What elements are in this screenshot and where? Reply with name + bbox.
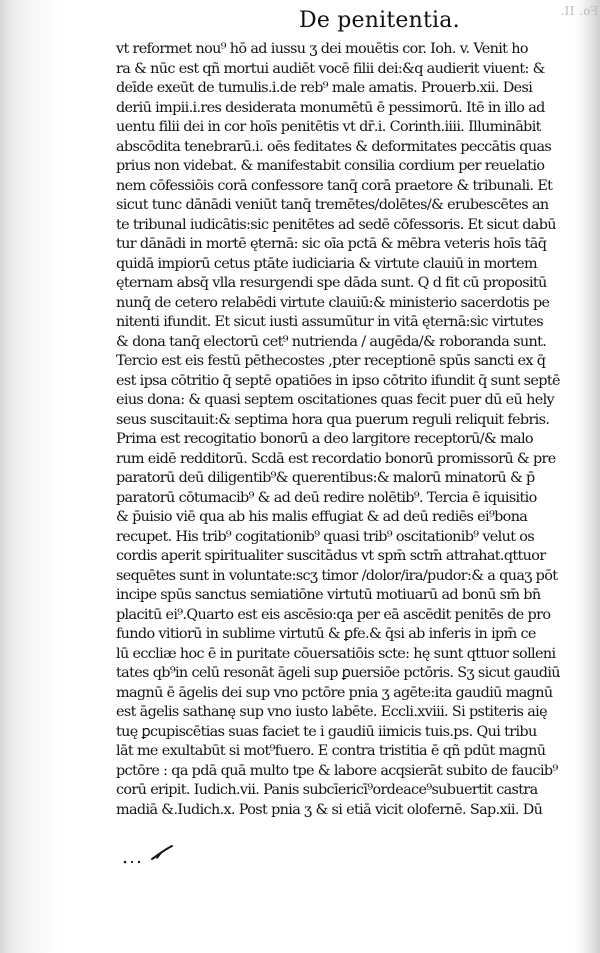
dot-mark xyxy=(124,861,127,864)
text-line: vt reformet nou⁹ hō ad iussu ʒ dei mouētis cor. Ioh. v. Venit ho xyxy=(116,41,528,57)
running-head: De penitentia. xyxy=(299,8,460,33)
text-line: paratorū cōtumacib⁹ & ad deū redire nolētib⁹. Tercia ē iquisitio xyxy=(116,489,537,506)
text-line: madiā &.Iudich.x. Post pnia ʒ & si etiā vicit olofernē. Sap.xii. Dū xyxy=(116,801,543,818)
ink-stroke-icon xyxy=(150,843,174,863)
text-line: magnū ē āgelis dei sup vno pctōre pnia ʒ agēte:ita gaudiū magnū xyxy=(116,684,553,701)
text-line: prius non videbat. & manifestabit consilia cordium per reuelatio xyxy=(116,158,545,174)
text-line: deriū impii.i.res desiderata monumētū ē pessimorū. Itē in illo ad xyxy=(116,99,545,116)
text-line: est āgelis sathanę sup vno iusto labēte. Eccli.xviii. Si pstiteris aię xyxy=(116,704,547,720)
ink-stroke-path xyxy=(152,846,172,859)
text-line: pctōre : qa pdā quā multo tpe & labore acqsierāt subito de faucib⁹ xyxy=(116,762,558,779)
text-line: sicut tunc dānādi veniūt tanq̄ tremētes/dolētes/& erubescētes an xyxy=(116,197,549,213)
text-line: abscōdita tenebrarū.i. oēs feditates & deformitates peccātis quas xyxy=(116,138,552,155)
text-line: paratorū deū diligentib⁹& querentibus:& malorū minatorū & p̄ xyxy=(116,470,535,486)
text-line: quidā impiorū cetus ptāte iudiciaria & virtute clauiū in mortem xyxy=(116,255,537,272)
bleed-through-dots-icon xyxy=(120,852,154,866)
text-line: tates qb⁹in celū resonāt āgeli sup ꝑuersiōe pctōris. Sʒ sicut gaudiū xyxy=(116,665,560,681)
text-line: lāt me exultabūt si mot⁹fuero. E contra tristitia ē qñ pdūt magnū xyxy=(116,743,546,759)
text-line: & dona tanq̄ electorū cet⁹ nutrienda / augēda/& roboranda sunt. xyxy=(116,333,547,350)
text-line: tur dānādi in mortē ęternā: sic oīa pctā & mēbra veteris hoīs tāq̄ xyxy=(116,236,547,252)
text-line: & p̄uisio viē qua ab his malis effugiat & ad deū rediēs ei⁹bona xyxy=(116,509,528,525)
text-line: uentu filii dei in cor hoīs penitētis vt dr̄.i. Corinth.iiii. Illuminābit xyxy=(116,119,541,135)
text-line: nitenti ifundit. Et sicut iusti assumūtur in vitā ęternā:sic virtutes xyxy=(116,314,544,330)
text-line: tuę ꝑcupiscētias suas faciet te i gaudiū iimicis tuis.ps. Qui tribu xyxy=(116,723,537,740)
text-line: incipe spūs sanctus semiatiōne virtutū motiuarū ad bonū sm̄ bn̄ xyxy=(116,587,541,603)
text-line: eius dona: & quasi septem oscitationes quas fecit puer dū eū hely xyxy=(116,392,555,408)
gutter-shadow xyxy=(0,0,60,953)
text-line: lū eccliæ hoc ē in puritate cōuersatiōis scte: hę sunt qttuor solleni xyxy=(116,645,556,662)
text-line: nunq̄ de cetero relabēdi virtute clauiū:& ministerio sacerdotis pe xyxy=(116,294,550,311)
bleed-through-folio: Fo. II. xyxy=(559,4,598,18)
text-line: te tribunal iudicātis:sic penitētes ad sedē cōfessoris. Et sicut dabū xyxy=(116,216,556,233)
text-line: fundo vitiorū in sublime virtutū & ꝑfe.& q̄si ab inferis in ipm̄ ce xyxy=(116,626,536,642)
text-line: corū eripit. Iudich.vii. Panis subcīericī⁹ordeace⁹subuertit castra xyxy=(116,782,538,798)
text-line: Prima est recogitatio bonorū a deo largitore receptorū/& malo xyxy=(116,431,533,447)
text-line: placitū ei⁹.Quarto est eis ascēsio:qa per eā ascēdit penitēs de pro xyxy=(116,606,551,623)
text-line: sequētes sunt in voluntate:scʒ timor /dolor/ira/pudor:& a quaʒ pōt xyxy=(116,567,558,584)
text-line: deīde exeūt de tumulis.i.de reb⁹ male amatis. Prouerb.xii. Desi xyxy=(116,80,533,96)
text-line: ęternam absq̄ vlla resurgendi spe dāda sunt. Q d fit cū propositū xyxy=(116,275,547,291)
text-line: nem cōfessiōis corā confessore tanq̄ corā praetore & tribunali. Et xyxy=(116,177,553,194)
text-line: cordis aperit spiritualiter suscitādus vt spm̄ sctm̄ attrahat.qttuor xyxy=(116,548,546,564)
text-line: seus suscitauit:& septima hora qua puerum reguli reliquit febris. xyxy=(116,411,550,428)
text-line: rum eidē redditorū. Scdā est recordatio bonorū promissorū & pre xyxy=(116,450,556,467)
body-text xyxy=(116,40,586,820)
dot-mark xyxy=(131,861,133,863)
text-line: ra & nūc est qñ mortui audiēt vocē filii dei:&q audierit viuent: & xyxy=(116,60,545,77)
dot-mark xyxy=(138,861,140,863)
text-line: est ipsa cōtritio q̄ septē opatiōes in ipso cōtrito ifundit q̄ sunt septē xyxy=(116,372,560,389)
text-line: recupet. His trib⁹ cogitationib⁹ quasi trib⁹ oscitationib⁹ velut os xyxy=(116,528,535,545)
text-line: Tercio est eis festū pēthecostes ,pter receptionē spūs sancti ex q̄ xyxy=(116,353,546,369)
